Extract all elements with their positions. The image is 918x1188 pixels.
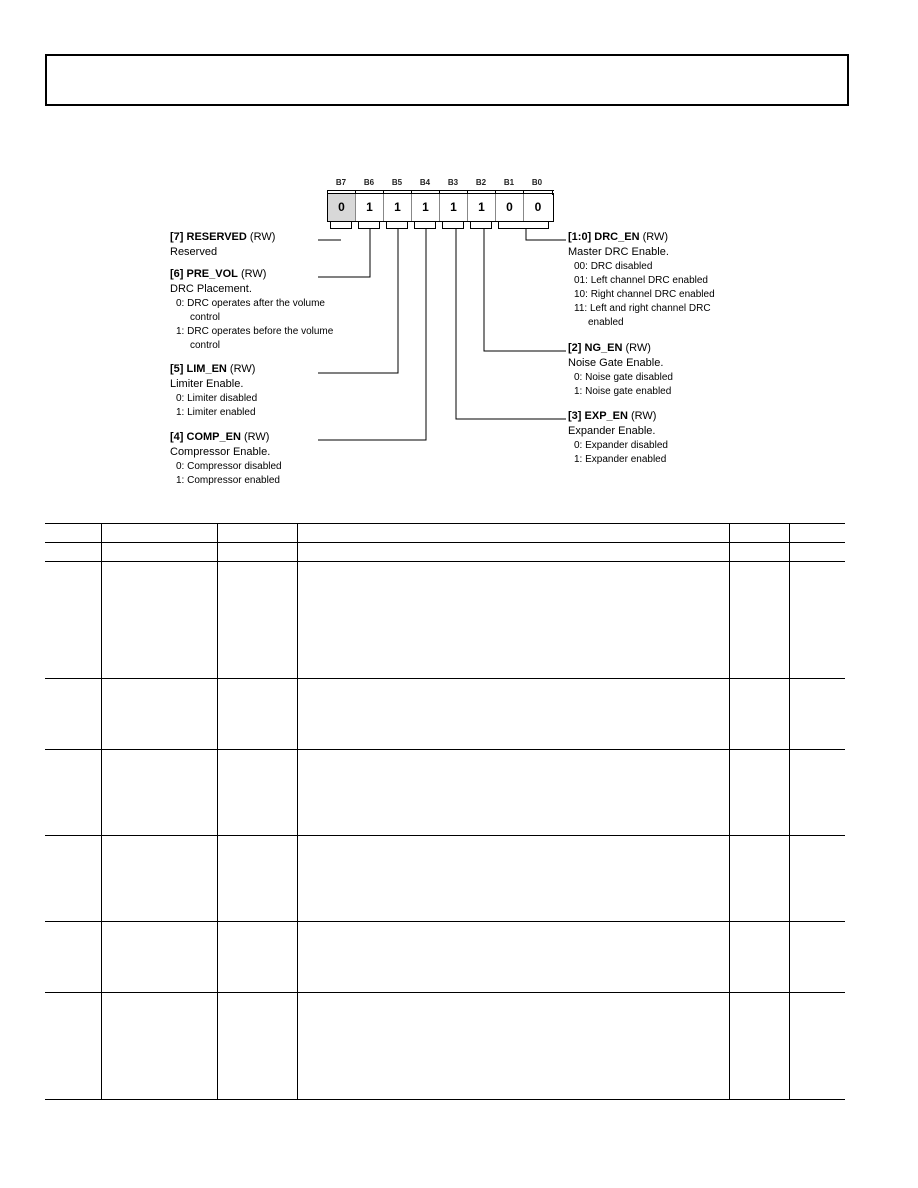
field-bits: [4]	[170, 431, 184, 443]
option-key: 10:	[574, 289, 588, 300]
bit-value-b2: 1	[468, 194, 496, 221]
field-bits: [7]	[170, 231, 184, 243]
bit-label: B3	[447, 178, 459, 187]
option-row	[568, 260, 715, 274]
option-row	[170, 325, 333, 339]
field-bits: [2]	[568, 342, 582, 354]
option-text: DRC disabled	[590, 261, 653, 272]
option-row	[170, 460, 282, 474]
option-text: Compressor disabled	[187, 461, 282, 472]
table-row	[45, 836, 845, 922]
field-description: Master DRC Enable.	[568, 246, 669, 258]
table-row	[45, 679, 845, 750]
bit-value-b1: 0	[496, 194, 524, 221]
field-name: RESERVED	[186, 231, 247, 243]
option-key: 00:	[574, 261, 588, 272]
option-key: 1:	[176, 475, 185, 486]
table-header-row	[45, 524, 845, 543]
option-text: Noise gate disabled	[585, 372, 673, 383]
option-text: Limiter disabled	[187, 393, 258, 404]
option-text: Right channel DRC enabled	[590, 289, 715, 300]
option-row	[170, 392, 257, 406]
option-key: 0:	[574, 440, 583, 451]
page-header-box	[45, 54, 849, 106]
option-key: 1:	[574, 386, 583, 397]
option-text: Noise gate enabled	[585, 386, 672, 397]
bit-label-row	[327, 178, 554, 190]
field-access: (RW)	[240, 268, 267, 280]
option-row	[568, 302, 715, 316]
field-name: LIM_EN	[186, 363, 227, 375]
bit-label: B4	[419, 178, 431, 187]
option-row	[568, 371, 673, 385]
option-text: Left channel DRC enabled	[590, 275, 708, 286]
field-reserved	[170, 230, 275, 260]
option-continuation: enabled	[588, 317, 624, 328]
field-description: Reserved	[170, 246, 218, 258]
register-table	[45, 523, 845, 1100]
field-access: (RW)	[249, 231, 276, 243]
option-key: 11:	[574, 303, 588, 314]
table-row	[45, 562, 845, 679]
option-text: Left and right channel DRC	[589, 303, 711, 314]
field-description: Expander Enable.	[568, 425, 656, 437]
field-bits: [3]	[568, 410, 582, 422]
table-row	[45, 993, 845, 1100]
field-bits: [5]	[170, 363, 184, 375]
field-bits: [6]	[170, 268, 184, 280]
option-row	[568, 439, 668, 453]
table-row	[45, 543, 845, 562]
option-text: Compressor enabled	[187, 475, 280, 486]
bit-value-b3: 1	[440, 194, 468, 221]
field-description: Limiter Enable.	[170, 378, 244, 390]
table-row	[45, 922, 845, 993]
field-access: (RW)	[243, 431, 270, 443]
option-key: 1:	[176, 326, 185, 337]
field-access: (RW)	[631, 410, 657, 422]
field-description: DRC Placement.	[170, 283, 252, 295]
option-row	[568, 288, 715, 302]
option-row	[170, 297, 333, 311]
option-row	[170, 406, 257, 420]
field-access: (RW)	[642, 231, 669, 243]
option-text: Expander enabled	[585, 454, 667, 465]
option-text: DRC operates before the volume	[187, 326, 334, 337]
option-row	[568, 453, 668, 467]
bit-value-b5: 1	[384, 194, 412, 221]
bit-label: B2	[475, 178, 487, 187]
bit-value-b0: 0	[534, 200, 542, 214]
bit-label: B5	[391, 178, 403, 187]
option-row	[170, 474, 282, 488]
bit-label: B6	[363, 178, 375, 187]
option-continuation: control	[190, 312, 221, 323]
option-key: 1:	[574, 454, 583, 465]
option-continuation: control	[190, 340, 221, 351]
bit-label: B0	[531, 178, 543, 187]
field-bits: [1:0]	[568, 231, 592, 243]
option-key: 0:	[176, 461, 185, 472]
bit-value-b6: 1	[356, 194, 384, 221]
field-name: EXP_EN	[584, 410, 628, 422]
field-name: DRC_EN	[594, 231, 640, 243]
option-key: 0:	[574, 372, 583, 383]
field-access: (RW)	[229, 363, 256, 375]
field-ng-en	[568, 341, 673, 399]
table-row	[45, 750, 845, 836]
bit-label: B7	[335, 178, 347, 187]
option-text: Limiter enabled	[187, 407, 256, 418]
field-comp-en	[170, 430, 282, 488]
bit-value-b4: 1	[412, 194, 440, 221]
option-text: Expander disabled	[585, 440, 668, 451]
bit-brackets	[327, 222, 554, 232]
field-name: NG_EN	[584, 342, 623, 354]
field-description: Compressor Enable.	[170, 446, 271, 458]
option-key: 0:	[176, 393, 185, 404]
field-exp-en	[568, 409, 668, 467]
field-name: COMP_EN	[186, 431, 241, 443]
field-name: PRE_VOL	[186, 268, 238, 280]
option-text: DRC operates after the volume	[187, 298, 325, 309]
field-access: (RW)	[625, 342, 651, 354]
option-key: 1:	[176, 407, 185, 418]
option-key: 0:	[176, 298, 185, 309]
field-pre-vol	[170, 267, 333, 353]
option-row	[568, 385, 673, 399]
bit-value-register	[327, 193, 554, 222]
option-key: 01:	[574, 275, 588, 286]
field-lim-en	[170, 362, 257, 420]
bit-value-b7: 0	[328, 194, 356, 221]
bit-label: B1	[503, 178, 515, 187]
option-row	[568, 274, 715, 288]
field-drc-en	[568, 230, 715, 330]
field-description: Noise Gate Enable.	[568, 357, 664, 369]
